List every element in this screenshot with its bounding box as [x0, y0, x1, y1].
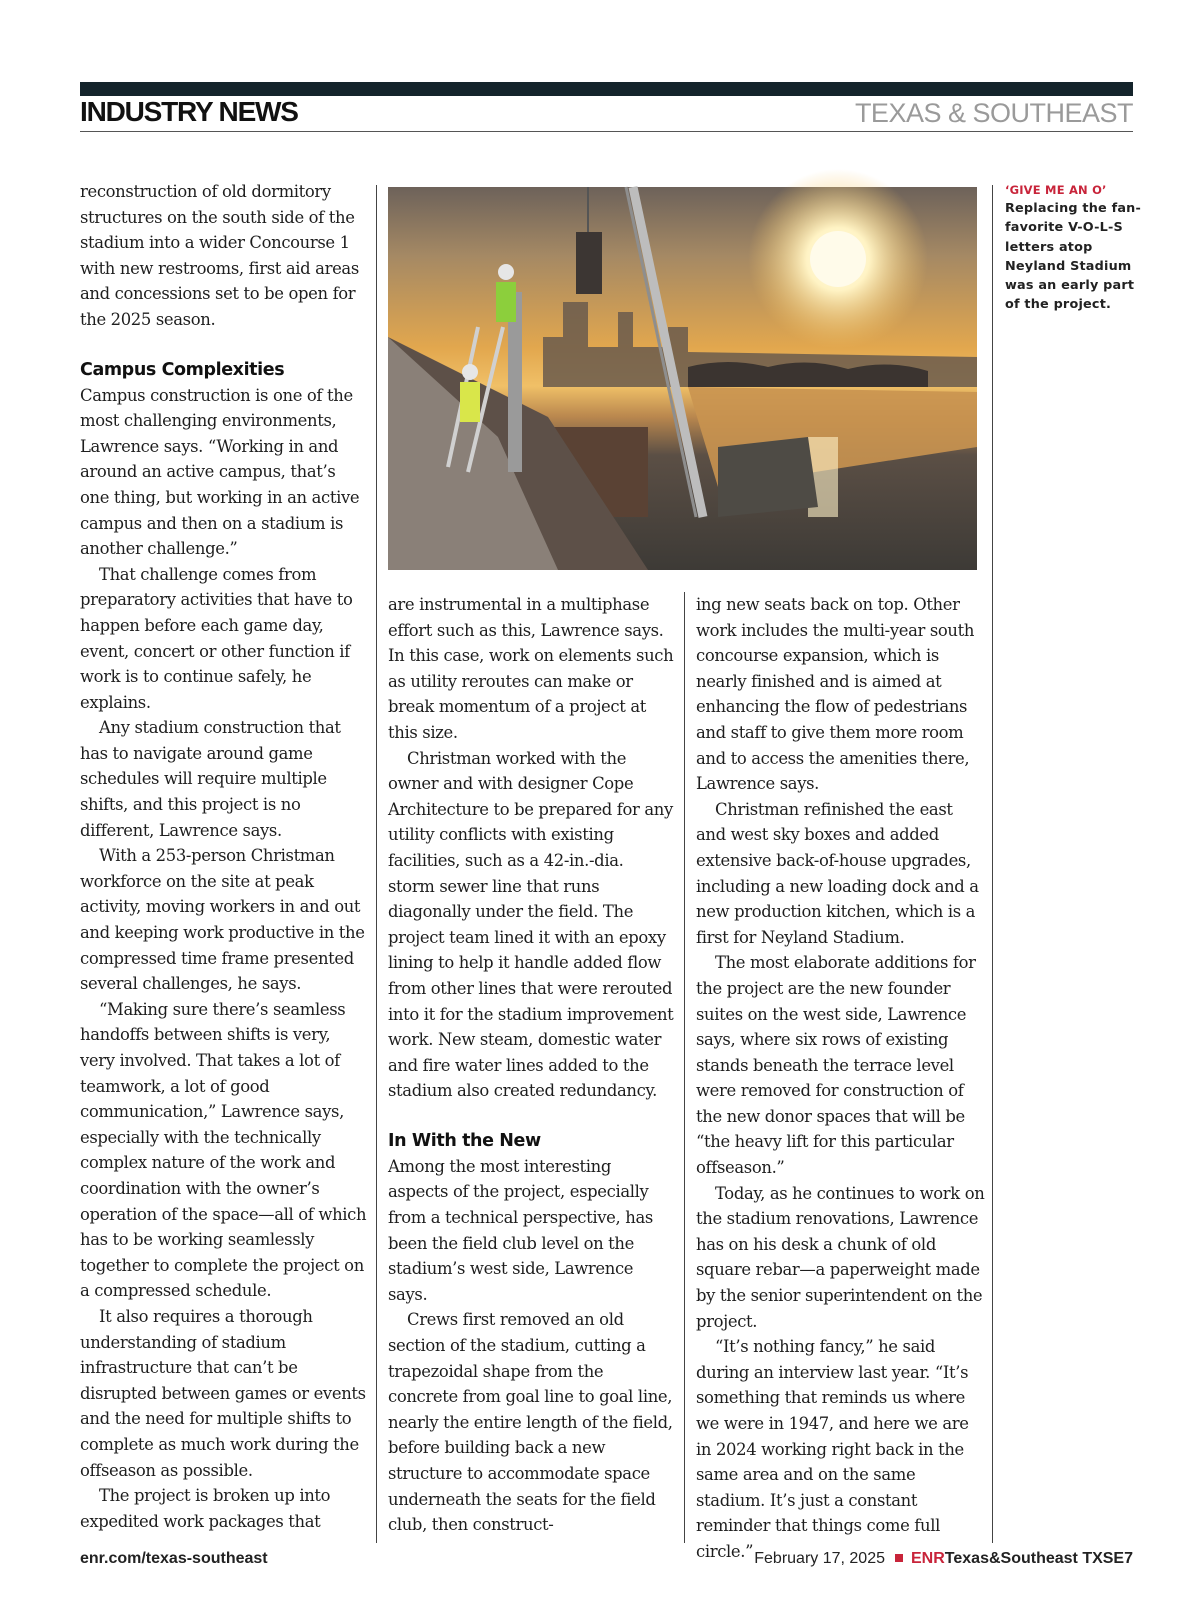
paragraph: The project is broken up into expedited work packages that [80, 1486, 331, 1531]
column-divider [684, 592, 685, 1543]
paragraph: That challenge comes from preparatory activities that have to happen before each game day, event, concert or other function if work is to continue safely, he explains. [80, 564, 353, 712]
footer-edition: Texas&Southeast [944, 1550, 1078, 1567]
footer-folio [754, 1550, 1133, 1568]
column-divider [376, 185, 377, 1543]
paragraph: “It’s nothing fancy,” he said during an interview last year. “It’s something that reminds us where we were in 1947, and here we are in 2024 working right back in the same area and on the same stadium. It’s just a constant reminder that things come full circle.” [696, 1337, 969, 1561]
footer-date: February 17, 2025 [754, 1550, 885, 1567]
paragraph: It also requires a thorough understanding of stadium infrastructure that can’t be disrupted between games or events and the need for multiple shifts to complete as much work during the offseason as possible. [80, 1306, 366, 1480]
region-label: TEXAS & SOUTHEAST [854, 98, 1133, 128]
photo-caption [1005, 181, 1145, 315]
paragraph: The most elaborate additions for the project are the new founder suites on the west side, Lawrence says, where six rows of existing stands beneath the terrace level were removed for construction of the new donor spaces that will be “the heavy lift for this particular offseason.” [696, 953, 976, 1178]
paragraph: are instrumental in a multiphase effort such as this, Lawrence says. In this case, work on elements such as utility reroutes can make or break momentum of a project at this size. [388, 595, 674, 742]
paragraph: Christman refinished the east and west sky boxes and added extensive back-of-house upgrades, including a new loading dock and a new production kitchen, which is a first for Neyland Stadium. [696, 799, 979, 947]
header-bar [80, 82, 1133, 96]
article-column-1 [80, 179, 368, 1541]
subhead-in-with-the-new: In With the New [388, 1130, 541, 1151]
paragraph: Today, as he continues to work on the stadium renovations, Lawrence has on his desk a chunk of old square rebar—a paperweight made by the senior superintendent on the project. [696, 1183, 985, 1331]
header-rule [80, 131, 1133, 132]
paragraph: ing new seats back on top. Other work includes the multi-year south concourse expansion, which is nearly finished and is aimed at enhancing the flow of pedestrians and staff to give them more room and to access the amenities there, Lawrence says. [696, 595, 975, 794]
caption-text: Replacing the fan-favorite V-O-L-S letters atop Neyland Stadium was an early part of the project. [1005, 201, 1141, 313]
subhead-campus-complexities: Campus Complexities [80, 359, 285, 380]
paragraph: Campus construction is one of the most challenging environments, Lawrence says. “Working in and around an active campus, that’s one thing, but working in an active campus and then on a stadium is another challenge.” [80, 385, 360, 559]
column-divider [992, 185, 993, 1543]
section-label: INDUSTRY NEWS [80, 96, 298, 127]
square-bullet-icon [895, 1554, 903, 1562]
paragraph: reconstruction of old dormitory structures on the south side of the stadium into a wider Concourse 1 with new restrooms, first aid areas and concessions set to be open for the 2025 season. [80, 182, 359, 329]
paragraph: “Making sure there’s seamless handoffs between shifts is very, very involved. That takes a lot of teamwork, a lot of good communication,” Lawrence says, especially with the technically complex nature of the work and coordination with the owner’s operation of the space—all of which has to be working seamlessly together to complete the project on a compressed schedule. [80, 999, 367, 1301]
footer-page-number: TXSE7 [1082, 1550, 1133, 1567]
paragraph: With a 253-person Christman workforce on the site at peak activity, moving workers in and out and keeping work productive in the compressed time frame presented several challenges, he says. [80, 846, 365, 994]
article-column-2 [388, 592, 674, 1542]
paragraph: Any stadium construction that has to navigate around game schedules will require multiple shifts, and this project is no different, Lawrence says. [80, 718, 341, 840]
caption-kicker: ‘GIVE ME AN O’ [1005, 183, 1107, 197]
paragraph: Among the most interesting aspects of the project, especially from a technical perspective, has been the field club level on the stadium’s west side, Lawrence says. [388, 1156, 653, 1304]
paragraph: Crews first removed an old section of the stadium, cutting a trapezoidal shape from the concrete from goal line to goal line, nearly the entire length of the field, before building back a new structure to accommodate space underneath the seats for the field club, then construct- [388, 1310, 673, 1535]
footer-brand: ENR [911, 1550, 945, 1567]
paragraph: Christman worked with the owner and with designer Cope Architecture to be prepared for any utility conflicts with existing facilities, such as a 42-in.-dia. storm sewer line that runs diagonally under the field. The project team lined it with an epoxy lining to help it handle added flow from other lines that were rerouted into it for the stadium improvement work. New steam, domestic water and fire water lines added to the stadium also created redundancy. [388, 748, 674, 1101]
stadium-photo [388, 187, 977, 570]
footer-url[interactable]: enr.com/texas-southeast [80, 1550, 268, 1567]
